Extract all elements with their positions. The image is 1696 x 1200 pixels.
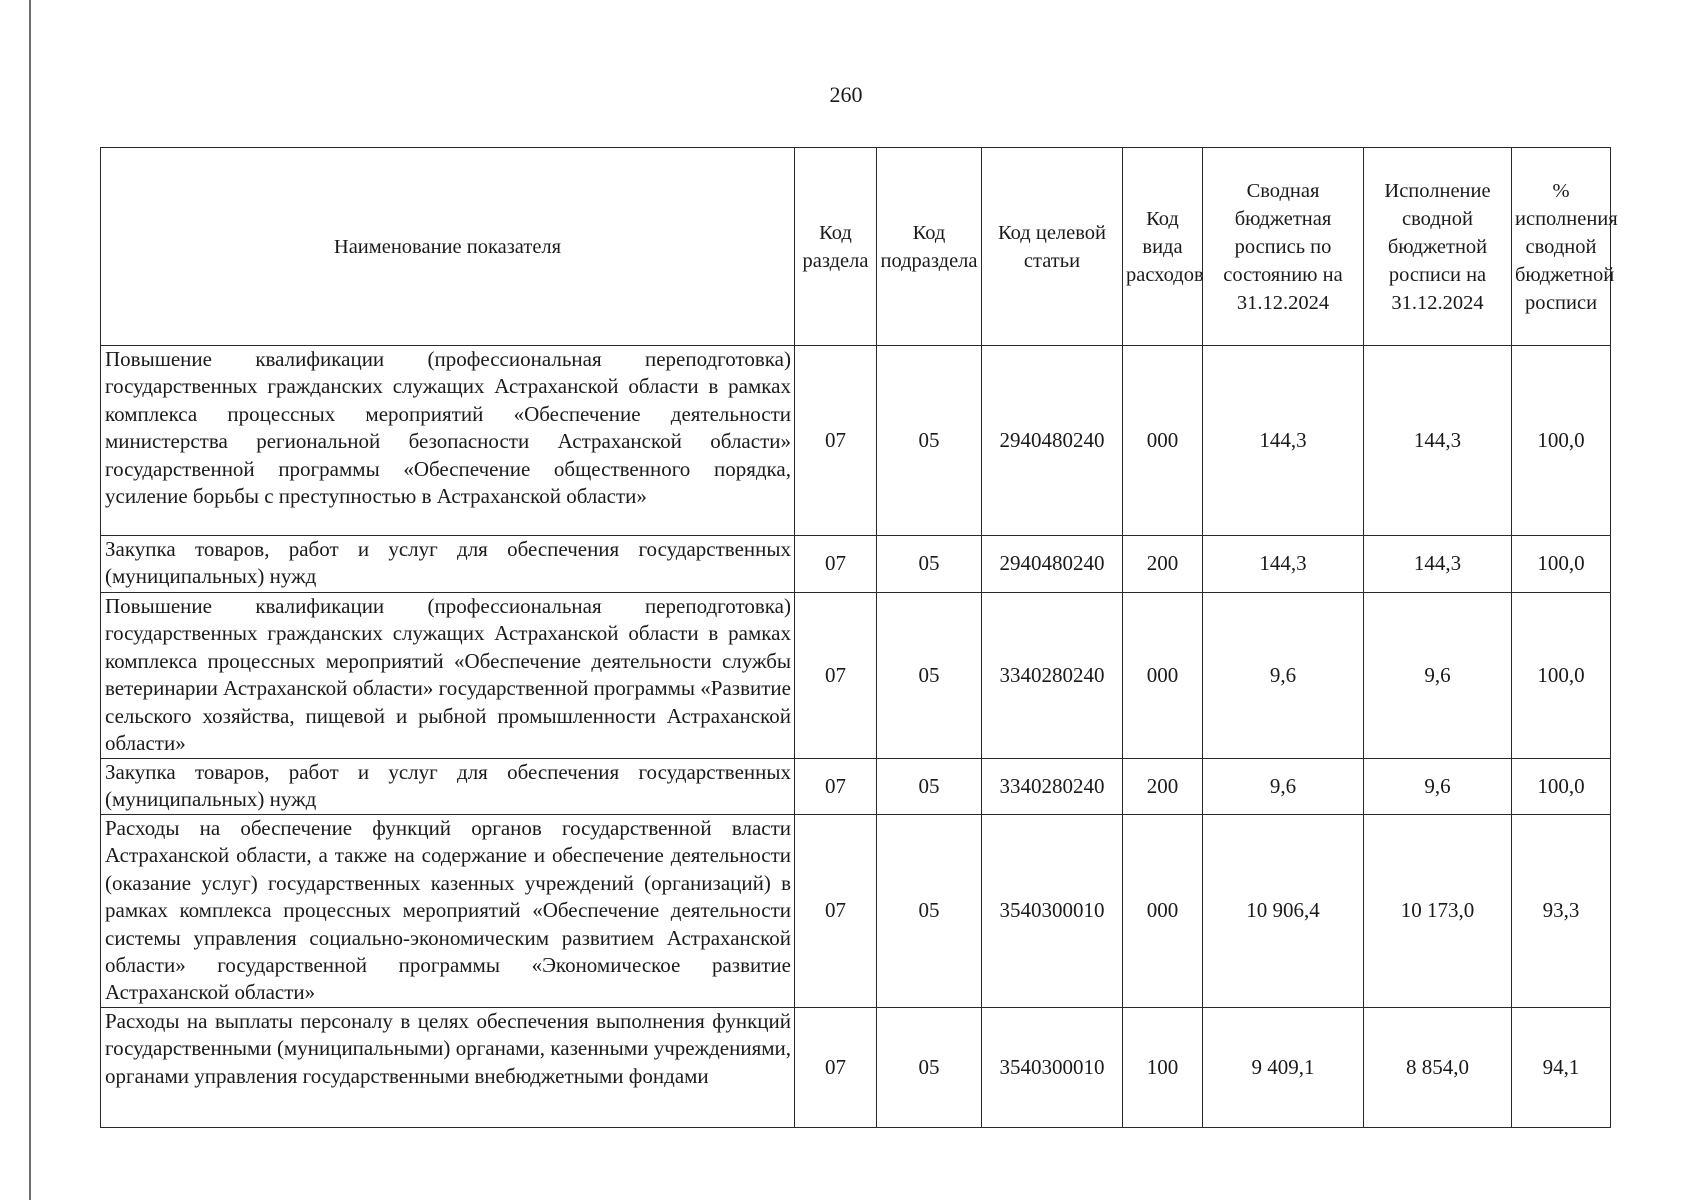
header-celevaya-statya: Код целевой статьи	[982, 148, 1123, 346]
cell-name: Повышение квалификации (профессиональная переподготовка) государственных гражданских служащих Астраханской области в рамках комплекса процессных мероприятий «Обеспечение деятельности службы ветеринарии Астраханской области» государственной программы «Развитие сельского хозяйства, пищевой и рыбной промышленности Астраханской области»	[101, 593, 795, 759]
table-row	[101, 1008, 1611, 1128]
cell-razdel: 07	[795, 759, 877, 815]
header-podrazdel: Код подраздела	[877, 148, 982, 346]
cell-ispolnenie: 8 854,0	[1364, 1008, 1512, 1128]
cell-svodnaya-rospis: 9,6	[1203, 593, 1364, 759]
table-row	[101, 815, 1611, 1008]
cell-celevaya-statya: 2940480240	[982, 346, 1123, 536]
table-body	[101, 346, 1611, 1128]
cell-procent: 100,0	[1512, 536, 1611, 593]
cell-vid-rashodov: 100	[1123, 1008, 1203, 1128]
cell-celevaya-statya: 3540300010	[982, 815, 1123, 1008]
cell-ispolnenie: 10 173,0	[1364, 815, 1512, 1008]
cell-name: Расходы на обеспечение функций органов государственной власти Астраханской области, а также на содержание и обеспечение деятельности (оказание услуг) государственных казенных учреждений (организаций) в рамках комплекса процессных мероприятий «Обеспечение деятельности системы управления социально-экономическим развитием Астраханской области» государственной программы «Экономическое развитие Астраханской области»	[101, 815, 795, 1008]
cell-vid-rashodov: 200	[1123, 759, 1203, 815]
cell-name: Расходы на выплаты персоналу в целях обеспечения выполнения функций государственными (муниципальными) органами, казенными учреждениями, органами управления государственными внебюджетными фондами	[101, 1008, 795, 1128]
cell-razdel: 07	[795, 815, 877, 1008]
cell-svodnaya-rospis: 9 409,1	[1203, 1008, 1364, 1128]
cell-svodnaya-rospis: 9,6	[1203, 759, 1364, 815]
cell-svodnaya-rospis: 144,3	[1203, 346, 1364, 536]
table-row	[101, 593, 1611, 759]
cell-ispolnenie: 9,6	[1364, 593, 1512, 759]
cell-name: Закупка товаров, работ и услуг для обеспечения государственных (муниципальных) нужд	[101, 759, 795, 815]
table-row	[101, 346, 1611, 536]
cell-celevaya-statya: 2940480240	[982, 536, 1123, 593]
cell-podrazdel: 05	[877, 536, 982, 593]
cell-vid-rashodov: 000	[1123, 593, 1203, 759]
budget-execution-table	[100, 147, 1618, 1128]
table-row	[101, 536, 1611, 593]
cell-procent: 93,3	[1512, 815, 1611, 1008]
header-svodnaya-rospis: Сводная бюджетная роспись по состоянию на 31.12.2024	[1203, 148, 1364, 346]
cell-ispolnenie: 9,6	[1364, 759, 1512, 815]
cell-name: Повышение квалификации (профессиональная переподготовка) государственных гражданских служащих Астраханской области в рамках комплекса процессных мероприятий «Обеспечение деятельности министерства региональной безопасности Астраханской области» государственной программы «Обеспечение общественного порядка, усиление борьбы с преступностью в Астраханской области»	[101, 346, 795, 536]
scan-border-line	[29, 0, 31, 1200]
cell-procent: 94,1	[1512, 1008, 1611, 1128]
cell-vid-rashodov: 000	[1123, 346, 1203, 536]
cell-celevaya-statya: 3340280240	[982, 593, 1123, 759]
table-header	[101, 148, 1618, 346]
page-number-text: 260	[829, 82, 863, 107]
cell-celevaya-statya: 3340280240	[982, 759, 1123, 815]
header-razdel: Код раздела	[795, 148, 877, 346]
cell-podrazdel: 05	[877, 815, 982, 1008]
cell-razdel: 07	[795, 1008, 877, 1128]
header-row	[101, 148, 1611, 346]
cell-procent: 100,0	[1512, 346, 1611, 536]
cell-vid-rashodov: 200	[1123, 536, 1203, 593]
cell-podrazdel: 05	[877, 1008, 982, 1128]
cell-celevaya-statya: 3540300010	[982, 1008, 1123, 1128]
cell-podrazdel: 05	[877, 346, 982, 536]
cell-razdel: 07	[795, 346, 877, 536]
header-ispolnenie: Исполнение сводной бюджетной росписи на 31.12.2024	[1364, 148, 1512, 346]
cell-procent: 100,0	[1512, 759, 1611, 815]
cell-podrazdel: 05	[877, 759, 982, 815]
cell-ispolnenie: 144,3	[1364, 346, 1512, 536]
page-number	[0, 82, 1696, 108]
table-row	[101, 759, 1611, 815]
cell-razdel: 07	[795, 536, 877, 593]
cell-ispolnenie: 144,3	[1364, 536, 1512, 593]
cell-name: Закупка товаров, работ и услуг для обеспечения государственных (муниципальных) нужд	[101, 536, 795, 593]
cell-vid-rashodov: 000	[1123, 815, 1203, 1008]
header-procent: % исполнения сводной бюджетной росписи	[1512, 148, 1611, 346]
cell-podrazdel: 05	[877, 593, 982, 759]
cell-razdel: 07	[795, 593, 877, 759]
header-name: Наименование показателя	[101, 148, 795, 346]
cell-svodnaya-rospis: 144,3	[1203, 536, 1364, 593]
cell-procent: 100,0	[1512, 593, 1611, 759]
cell-svodnaya-rospis: 10 906,4	[1203, 815, 1364, 1008]
header-vid-rashodov: Код вида расходов	[1123, 148, 1203, 346]
